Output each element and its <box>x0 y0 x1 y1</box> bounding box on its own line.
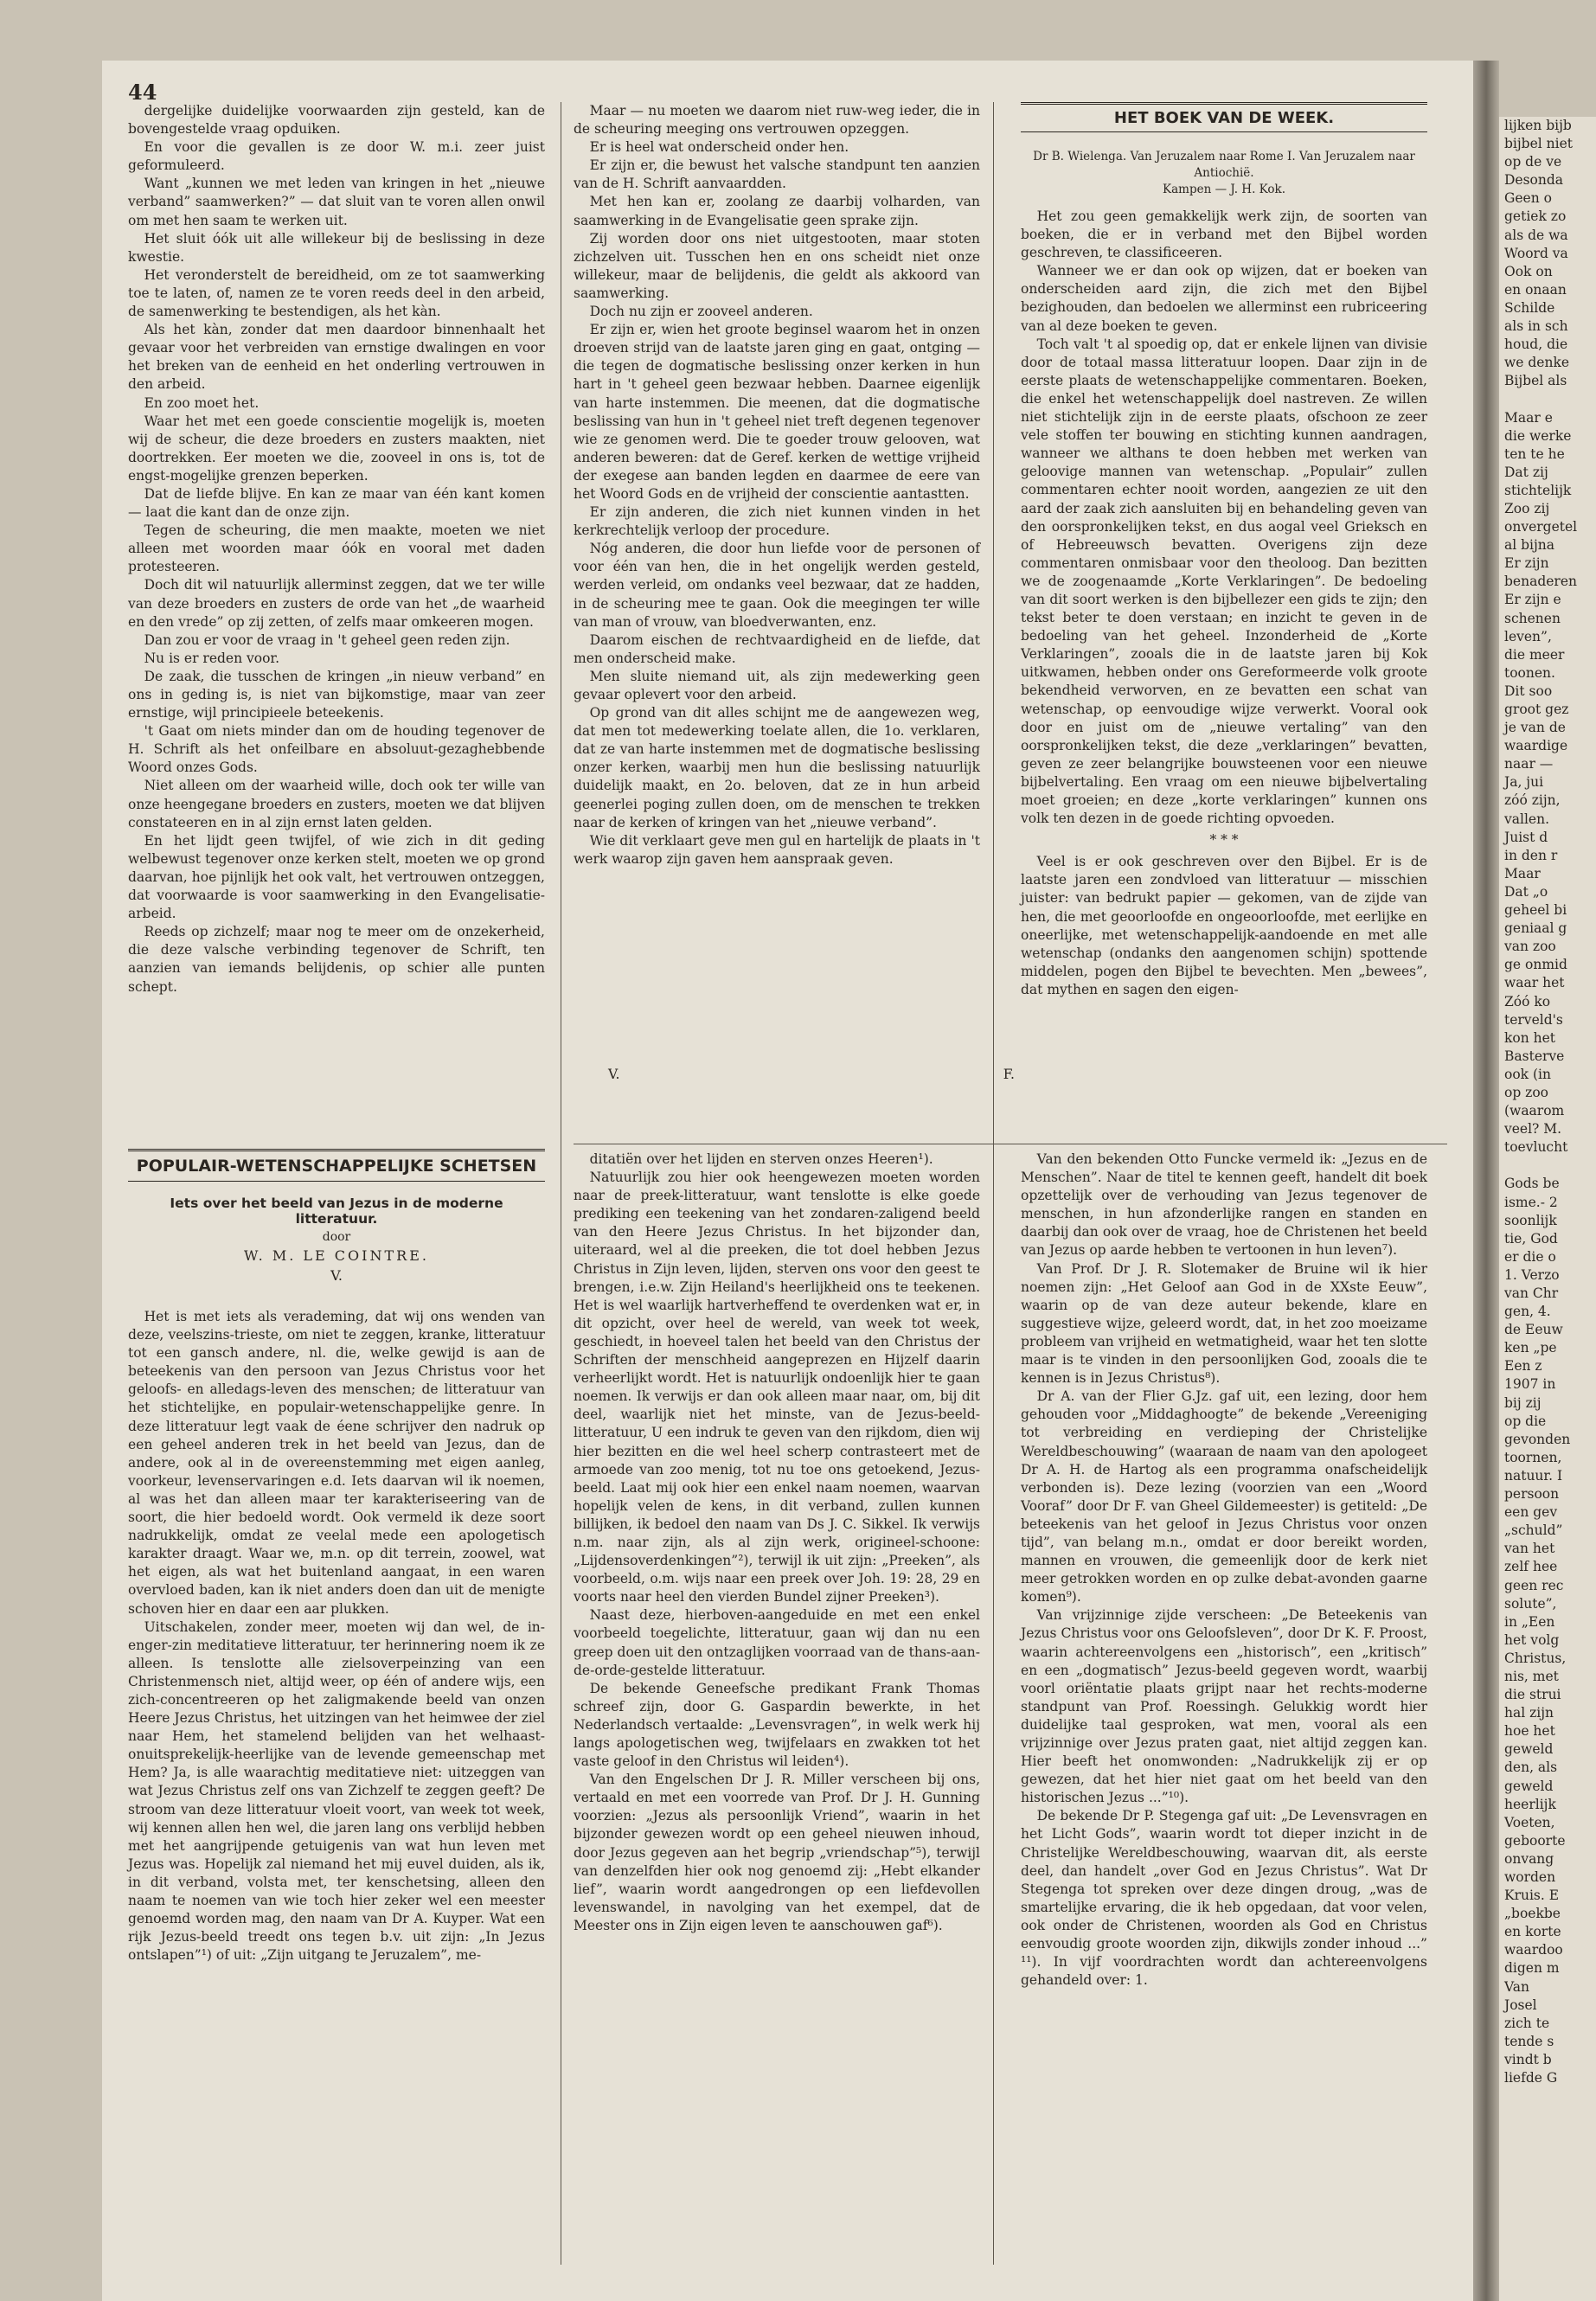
fragment-line: Ja, jui <box>1504 774 1544 791</box>
fragment-line: Voeten, <box>1504 1814 1555 1830</box>
paragraph: Er zijn er, wien het groote beginsel waarom het in onzen droeven strijd van de laatste jaren ging en gaat, ontging — die tegen de dogmatische beslissing onzer kerken in hun hart in 't geheel geen bezwaar hebben. Daarnee eigenlijk van harte instemmen. Die meenen, dat die dogmatische beslissing van hun in 't geheel niet treft degenen tegenover wie ze genomen werd. Die te goeder trouw gelooven, wat anderen beweren: dat de Geref. kerken de wettige vrijheid der exegese aan banden legden en daarmee de eere van het Woord Gods en de vrijheid der conscientie aantastten. <box>574 322 980 502</box>
fragment-line: toevlucht <box>1504 1139 1568 1156</box>
fragment-line: tende s <box>1504 2033 1554 2049</box>
paragraph: Men sluite niemand uit, als zijn medewerking geen gevaar oplevert voor den arbeid. <box>574 668 980 702</box>
fragment-line: Josel <box>1504 1997 1537 2013</box>
paragraph: Het is met iets als verademing, dat wij ons wenden van deze, veelszins-trieste, om niet te zeggen, kranke, litteratuur tot een gansch andere, nl. die, welke gewijd is aan de beteekenis van den persoon van Jezus Christus voor het geloofs- en alledags-leven des menschen; de litteratuur van het stichtelijke, en populair-wetenschappelijke genre. In deze litteratuur legt vaak de éene schrijver den nadruk op een geheel anderen trek in het beeld van Jezus, dan de andere, ook al in de overeenstemming met eigen aanleg, voorkeur, levenservaringen e.d. Iets daarvan wil ik noemen, al was het dan alleen maar ter karakteriseering van de soort, die hier bedoeld wordt. Ook vermeld ik deze soort nadrukkelijk, omdat ze veelal mede een apologetisch karakter draagt. Waar we, m.n. op dit terrein, zoowel, wat het eigen, als wat het buitenland aangaat, in een waren overvloed baden, kan ik niet anders doen dan uit de menigte schoven hier en daar een aar plukken. <box>128 1309 545 1617</box>
paragraph: Als het kàn, zonder dat men daardoor binnenhaalt het gevaar voor het verbreiden van ernstige dwalingen en voor het breken van de eenheid en het onderling vertrouwen in den arbeid. <box>128 322 545 393</box>
fragment-line: worden <box>1504 1869 1556 1885</box>
fragment-line: Desonda <box>1504 172 1564 189</box>
fragment-line: waar het <box>1504 975 1565 991</box>
fragment-line: een gev <box>1504 1504 1558 1521</box>
paragraph: Er zijn anderen, die zich niet kunnen vinden in het kerkrechtelijk verloop der procedure. <box>574 504 980 539</box>
fragment-line: ten te he <box>1504 445 1565 462</box>
page-binding <box>1473 61 1499 2301</box>
paragraph: 't Gaat om niets minder dan om de houding tegenover de H. Schrift als het onfeilbare en absoluut-gezaghebbende Woord onzes Gods. <box>128 723 545 776</box>
fragment-line: in den r <box>1504 847 1558 863</box>
fragment-line: Christus, <box>1504 1650 1567 1666</box>
fragment-line: als in sch <box>1504 318 1568 335</box>
signature-left: V. <box>608 1067 620 1082</box>
fragment-line: benaderen <box>1504 574 1577 590</box>
paragraph: Naast deze, hierboven-aangeduide en met een enkel voorbeeld toegelichte, litteratuur, gaan wij dan nu een greep doen uit den ontzaglijken voorraad van de thans-aan-de-orde-gestelde litteratuur. <box>574 1607 980 1678</box>
fragment-line: Geen o <box>1504 190 1552 207</box>
fragment-line: stichtelijk <box>1504 482 1572 498</box>
fragment-line: lijken bijb <box>1504 118 1572 133</box>
fragment-line: terveld's <box>1504 1011 1563 1028</box>
paragraph: Het veronderstelt de bereidheid, om ze tot saamwerking toe te laten, of, namen ze te voren reeds deel in den arbeid, de samenwerking te bestendigen, als het kàn. <box>128 266 545 320</box>
fragment-line: Een z <box>1504 1358 1542 1375</box>
fragment-line: Juist d <box>1504 829 1548 845</box>
paragraph: dergelijke duidelijke voorwaarden zijn gesteld, kan de bovengestelde vraag opduiken. <box>128 103 545 138</box>
article-part-number: V. <box>330 1267 343 1284</box>
paragraph: Er is heel wat onderscheid onder hen. <box>589 139 849 156</box>
paragraph: De bekende Geneefsche predikant Frank Thomas schreef zijn, door G. Gaspardin bewerkte, in het Nederlandsch vertaalde: „Levensvragen”, in welk werk hij langs apologetischen weg, twijfelaars en zwakken tot het vaste geloof in den Christus wil leiden⁴). <box>574 1680 980 1770</box>
fragment-line: 1. Verzo <box>1504 1266 1560 1283</box>
paragraph: En het lijdt geen twijfel, of wie zich in dit geding welbewust tegenover onze kerken stelt, moeten we op grond daarvan, hoe pijnlijk het ook valt, het vertrouwen ontzeggen, dat voorwaarde is voor saamwerking in den Evangelisatie-arbeid. <box>128 832 545 922</box>
paragraph: En zoo moet het. <box>144 394 260 411</box>
left-column <box>128 102 545 997</box>
paragraph: Daarom eischen de rechtvaardigheid en de liefde, dat men onderscheid make. <box>574 631 980 666</box>
fragment-line: den, als <box>1504 1759 1558 1776</box>
fragment-line: getiek zo <box>1504 208 1567 225</box>
fragment-line: 1907 in <box>1504 1376 1556 1393</box>
fragment-line: van het <box>1504 1541 1555 1557</box>
fragment-line: die meer <box>1504 646 1565 663</box>
fragment-line: Dat „o <box>1504 883 1548 900</box>
adjacent-page-fragment <box>1499 117 1596 2301</box>
paragraph: Reeds op zichzelf; maar nog te meer om de onzekerheid, die deze valsche verbinding tegenover de Schrift, ten aanzien van iemands belijdenis, op schier alle punten schept. <box>128 924 545 995</box>
fragment-line: ook (in <box>1504 1066 1551 1082</box>
fragment-line: Schilde <box>1504 299 1555 316</box>
paragraph: Doch dit wil natuurlijk allerminst zeggen, dat we ter wille van deze broeders en zusters de orde van het „de waarheid en den vrede” op zij zetten, of zelfs maar omkeeren mogen. <box>128 577 545 630</box>
fragment-line: en korte <box>1504 1924 1561 1940</box>
column-rule-2 <box>993 102 994 2265</box>
fragment-line: gen, 4. <box>1504 1304 1551 1320</box>
fragment-line: vindt b <box>1504 2051 1552 2067</box>
fragment-line: geheel bi <box>1504 902 1567 919</box>
paragraph: Van den Engelschen Dr J. R. Miller verscheen bij ons, vertaald en met een voorrede van Prof. Dr J. H. Gunning voorzien: „Jezus als persoonlijk Vriend”, waarin in het bijzonder gewezen wordt op een geheel nieuwen inhoud, door Jezus gegeven aan het begrip „vriendschap”⁵), terwijl van denzelfden hier ook nog genoemd zij: „Hebt elkander lief”, waarin wordt aangedrongen op een liefdevollen levenswandel, in navolging van het exempel, dat de Meester ons in Zijn eigen leven te aanschouwen gaf⁶). <box>574 1772 980 1933</box>
fragment-line: nis, met <box>1504 1668 1559 1684</box>
fragment-line: waardige <box>1504 738 1568 754</box>
paragraph: Niet alleen om der waarheid wille, doch ook ter wille van onze heengegane broeders en zusters, moeten we dat blijven constateeren en in al zijn ernst laten gelden. <box>128 778 546 830</box>
fragment-line: Maar <box>1504 865 1541 881</box>
byline-author: W. M. LE COINTRE. <box>244 1247 429 1264</box>
fragment-line: „schuld” <box>1504 1522 1563 1539</box>
book-of-week-header <box>1021 102 1427 132</box>
fragment-line: op die <box>1504 1413 1547 1429</box>
fragment-line: in „Een <box>1504 1613 1555 1630</box>
fragment-line: zóó zijn, <box>1504 792 1561 809</box>
paragraph: Met hen kan er, zoolang ze daarbij volharden, van saamwerking in de Evangelisatie geen sprake zijn. <box>574 194 980 228</box>
fragment-line: toonen. <box>1504 664 1555 681</box>
paragraph: Veel is er ook geschreven over den Bijbel. Er is de laatste jaren een zondvloed van litteratuur — misschien juister: van bedrukt papier — gekomen, van de zijde van hen, die met geoorloofde en ongeoorloofde, met eerlijke en oneerlijke, met wetenschappelijk-aandoende en met alle wetenschap (ondanks den aangenomen schijn) spottende middelen, pogen den Bijbel te bevechten. Men „bewees”, dat mythen en sagen den eigen- <box>1021 854 1427 997</box>
fragment-line: geniaal g <box>1504 920 1567 937</box>
paragraph: Dr A. van der Flier G.Jz. gaf uit, een lezing, door hem gehouden voor „Middaghoogte” de bekende „Vereeniging tot verbreiding en verdieping der Christelijke Wereldbeschouwing” (waaraan de naam van den apologeet Dr A. H. de Hartog als een programma onafscheidelijk verbonden is). Deze lezing (voorzien van een „Woord Vooraf” door Dr F. van Gheel Gildemeester) is getiteld: „De beteekenis van het geloof in Jezus Christus voor onzen tijd”, van belang m.n., omdat er door bereikt worden, mannen en vrouwen, die gemeenlijk door de kerk niet meer getrokken worden en op zulke debat-avonden gaarne komen⁹). <box>1021 1388 1427 1606</box>
paragraph: Natuurlijk zou hier ook heengewezen moeten worden naar de preek-litteratuur, want tenslotte is elke goede prediking een teekening van het zondaren-zaligend beeld van den Heere Jezus Christus. In het bijzonder dan, uiteraard, wel al die preeken, die tot doel hebben Jezus Christus in Zijn leven, lijden, sterven ons voor den geest te brengen, i.e.w. Zijn Heiland's heerlijkheid ons te teekenen. Het is wel waarlijk hartverheffend te overdenken wat er, in dit opzicht, over heel de wereld, van week tot week, geschiedt, in hoeveel talen het beeld van den Christus der Schriften der menschheid aangeprezen en Hijzelf daarin verheerlijkt wordt. Het is natuurlijk ondoenlijk hier te gaan noemen. Ik verwijs er dan ook alleen maar naar, om, bij dit deel, waarlijk niet het minste, van de Jezus-beeld-litteratuur, U een indruk te geven van den rijkdom, dien wij hier bezitten en die wel heel scherp contrasteert met de armoede van zoo menig, tot nu toe ons getoekend, Jezus-beeld. Laat mij ook hier een enkel naam noemen, waarvan hopelijk velen de kens, in dit verband, zullen kunnen billijken, ik bedoel den naam van Ds J. C. Sikkel. Ik verwijs n.m. naar zijn, als al zijn werk, origineel-schoone: „Lijdensoverdenkingen”²), terwijl ik uit zijn: „Preeken”, als voorbeeld, o.m. wijs naar een preek over Joh. 19: 28, 29 en voorts naar heel den vierden Bundel zijner Preeken³). <box>574 1170 980 1606</box>
paragraph: Er zijn er, die bewust het valsche standpunt ten aanzien van de H. Schrift aanvaardden. <box>574 157 980 192</box>
paragraph: ditatiën over het lijden en sterven onzes Heeren¹). <box>589 1151 933 1167</box>
fragment-line: kon het <box>1504 1029 1556 1046</box>
fragment-line: Gods be <box>1504 1176 1560 1192</box>
section-separator: * * * <box>1209 832 1239 849</box>
book-reference <box>1021 149 1427 198</box>
fragment-line: groot gez <box>1504 702 1569 717</box>
fragment-line: veel? M. <box>1504 1121 1562 1138</box>
article-heading <box>128 1192 545 1287</box>
fragment-line: van Chr <box>1504 1285 1559 1301</box>
fragment-line: Dat zij <box>1504 464 1548 480</box>
fragment-line: naar — <box>1504 756 1554 772</box>
fragment-line: zich te <box>1504 2015 1550 2031</box>
fragment-line: hoe het <box>1504 1723 1555 1740</box>
paragraph: Doch nu zijn er zooveel anderen. <box>589 304 813 320</box>
fragment-line: „boekbe <box>1504 1906 1561 1922</box>
paragraph: Dat de liefde blijve. En kan ze maar van één kant komen — laat die kant dan de onze zijn. <box>128 485 545 521</box>
fragment-line: Dit soo <box>1504 683 1553 699</box>
paragraph: Nóg anderen, die door hun liefde voor de personen of voor één van hen, die in het ongelijk werden gesteld, werden verleid, om ondanks veel bezwaar, dat ze hadden, in de scheuring mee te gaan. Ook die meegingen ter wille van man of vrouw, van bloedverwanten, enz. <box>574 541 980 630</box>
fragment-line: Zóó ko <box>1504 993 1551 1009</box>
paragraph: Dan zou er voor de vraag in 't geheel geen reden zijn. <box>144 631 510 648</box>
section-header <box>128 1149 545 1182</box>
fragment-line <box>1499 390 1596 408</box>
fragment-line: zelf hee <box>1504 1559 1558 1575</box>
paragraph: Wanneer we er dan ook op wijzen, dat er boeken van onderscheiden aard zijn, die zich met den Bijbel bezighouden, dan bedoelen we allerminst een rubriceering van al deze boeken te geven. <box>1021 263 1427 334</box>
paragraph: Zij worden door ons niet uitgestooten, maar stoten zichzelven uit. Tusschen hen en ons scheidt niet onze willekeur, maar de belijdenis, die geldt als akkoord van saamwerking. <box>574 230 980 301</box>
fragment-line: geweld <box>1504 1778 1554 1794</box>
paragraph: Van Prof. Dr J. R. Slotemaker de Bruine wil ik hier noemen zijn: „Het Geloof aan God in de XXste Eeuw”, waarin op de van deze auteur bekende, klare en suggestieve wijze, geleerd wordt, dat, in het zoo moeizame probleem van vrijheid en wetmatigheid, waar het ten slotte maar is te vinden in den persoonlijken God, zooals die te kennen is in Jezus Christus⁸). <box>1021 1260 1427 1387</box>
fragment-line: Maar e <box>1504 409 1553 426</box>
fragment-line: solute”, <box>1504 1595 1557 1612</box>
fragment-line: Er zijn e <box>1504 592 1561 608</box>
fragment-line: Zoo zij <box>1504 500 1550 516</box>
fragment-line: op zoo <box>1504 1084 1549 1100</box>
signature-right: F. <box>1003 1067 1015 1082</box>
fragment-line: ge onmid <box>1504 957 1567 973</box>
signature-line <box>574 1066 1049 1084</box>
middle-lower-column <box>574 1150 980 1935</box>
fragment-line: natuur. I <box>1504 1467 1563 1484</box>
fragment-line: gevonden <box>1504 1431 1571 1447</box>
paragraph: Tegen de scheuring, die men maakte, moeten we niet alleen met woorden maar óók en vooral met daden protesteeren. <box>128 522 545 575</box>
paragraph: Wie dit verklaart geve men gul en hartelijk de plaats in 't werk waarop zijn gaven hem aanspraak geven. <box>574 832 980 867</box>
left-lower-column <box>128 1308 545 1965</box>
right-lower-column <box>1021 1150 1427 1990</box>
fragment-line: persoon <box>1504 1486 1560 1503</box>
fragment-line: geen rec <box>1504 1577 1564 1593</box>
fragment-line: Er zijn <box>1504 555 1549 572</box>
paragraph: Van den bekenden Otto Funcke vermeld ik: „Jezus en de Menschen”. Naar de titel te kennen geeft, handelt dit boek opzettelijk over de verhouding van Jezus tegenover de menschen, in hun afzonderlijke rangen en standen en daarbij dan ook over de vraag, hoe de Christenen het beeld van Jezus op aarde hebben te vertoonen in hun leven⁷). <box>1021 1151 1427 1259</box>
fragment-line: bijbel niet <box>1504 136 1574 152</box>
book-publisher-line: Kampen — J. H. Kok. <box>1163 183 1285 196</box>
fragment-line: de Eeuw <box>1504 1322 1563 1338</box>
fragment-line <box>1499 1157 1596 1175</box>
fragment-line: die strui <box>1504 1687 1561 1703</box>
fragment-line: soonlijk <box>1504 1212 1557 1228</box>
fragment-line: Basterve <box>1504 1048 1565 1064</box>
fragment-line: liefde G <box>1504 2070 1558 2086</box>
fragment-line: onvergetel <box>1504 519 1578 535</box>
section-header-text: POPULAIR-WETENSCHAPPELIJKE SCHETSEN <box>136 1157 537 1176</box>
fragment-line: we denke <box>1504 355 1570 371</box>
fragment-line: al bijna <box>1504 537 1555 554</box>
fragment-line: ken „pe <box>1504 1340 1557 1356</box>
right-column <box>1021 208 1427 999</box>
fragment-line: houd, die <box>1504 336 1568 353</box>
paragraph: Uitschakelen, zonder meer, moeten wij dan wel, de in-enger-zin meditatieve litteratuur, ter herinnering noem ik ze alleen. Is tenslotte alle zielsoverpeinzing van een Christenmensch niet, altijd weer, op één of andere wijs, een zich-concentreeren op het zaligmakende beeld van onzen Heere Jezus Christus, het uitzingen van het heimwee der ziel naar Hem, het stamelend belijden van het welhaast-onuitsprekelijk-heerlijke van de levende gemeenschap met Hem? Ja, is alle waarachtig meditatieve niet: uitzeggen van wat Jezus Christus zelf ons van Zichzelf te zeggen geeft? De stroom van deze litteratuur vloeit voort, van week tot week, wij kennen allen hen wel, die jaren lang ons verblijd hebben met het aangrijpende getuigenis van wat hun leven met Jezus was. Hopelijk zal niemand het mij euvel duiden, als ik, in dit verband, volsta met, ter kenschetsing, alleen den naam te noemen van wie toch hier zeker wel een meester genoemd worden mag, den naam van Dr A. Kuyper. Wat een rijk Jezus-beeld treedt ons tegen b.v. uit zijn: „In Jezus ontslapen”¹) of uit: „Zijn uitgang te Jeruzalem”, me- <box>128 1618 545 1964</box>
fragment-line: Kruis. E <box>1504 1888 1560 1904</box>
paragraph: Want „kunnen we met leden van kringen in het „nieuwe verband” saamwerken?” — dat sluit van te voren allen onwil om met hen saam te werken uit. <box>128 176 545 228</box>
fragment-line: er die o <box>1504 1248 1556 1265</box>
paragraph: Het zou geen gemakkelijk werk zijn, de soorten van boeken, die er in verband met den Bijbel worden geschreven, te classificeeren. <box>1021 208 1427 261</box>
fragment-line: heerlijk <box>1504 1796 1556 1812</box>
fragment-line: Woord va <box>1504 245 1568 261</box>
fragment-line: Bijbel als <box>1504 373 1567 389</box>
fragment-line: en onaan <box>1504 281 1567 298</box>
fragment-line: die werke <box>1504 427 1572 444</box>
fragment-line: op de ve <box>1504 154 1562 170</box>
fragment-line: het volg <box>1504 1631 1560 1648</box>
fragment-line: isme.- 2 <box>1504 1194 1558 1210</box>
fragment-line: als de wa <box>1504 227 1568 243</box>
paragraph: De zaak, die tusschen de kringen „in nieuw verband” en ons in geding is, is niet van bijkomstige, maar van zeer ernstige, wijl principieele beteekenis. <box>128 668 545 721</box>
fragment-line: geboorte <box>1504 1832 1566 1849</box>
fragment-line: onvang <box>1504 1850 1554 1867</box>
fragment-line: hal zijn <box>1504 1705 1554 1721</box>
paragraph: Waar het met een goede conscientie mogelijk is, moeten wij de scheur, die deze broeders en zusters maakten, niet doortrekken. Eer moeten we die, zooveel in ons is, tot de engst-mogelijke grenzen beperken. <box>128 413 545 484</box>
middle-column <box>574 102 980 868</box>
paragraph: Nu is er reden voor. <box>144 650 280 666</box>
fragment-line: tie, God <box>1504 1230 1558 1247</box>
paragraph: Op grond van dit alles schijnt me de aangewezen weg, dat men tot medewerking toelate allen, die 1o. verklaren, dat ze van harte instemmen met de dogmatische beslissing onzer kerken, waarbij men hun die beslissing natuurlijk duidelijk maakt, en 2o. beloven, dat ze in hun arbeid geenerlei poging zullen doen, om de menschen te trekken naar de kerken of kringen van het „nieuwe verband”. <box>574 705 980 830</box>
fragment-line: geweld <box>1504 1741 1554 1758</box>
fragment-line: bij zij <box>1504 1394 1542 1411</box>
fragment-line: leven”, <box>1504 628 1552 644</box>
byline-prefix: door <box>322 1230 351 1244</box>
fragment-line: Van <box>1504 1978 1529 1995</box>
fragment-line: toornen, <box>1504 1449 1562 1465</box>
fragment-line: digen m <box>1504 1960 1560 1977</box>
article-subtitle: Iets over het beeld van Jezus in de moderne litteratuur. <box>170 1195 503 1227</box>
paragraph: Het sluit óók uit alle willekeur bij de beslissing in deze kwestie. <box>128 230 545 265</box>
fragment-line: waardoo <box>1504 1942 1563 1958</box>
fragment-line: schenen <box>1504 610 1561 626</box>
paragraph: Van vrijzinnige zijde verscheen: „De Beteekenis van Jezus Christus voor ons Geloofsleven”, door Dr K. F. Proost, waarin achtereenvolgens een „historisch”, een „kritisch” en een „dogmatisch” Jezus-beeld gegeven wordt, waarbij voorl oriëntatie plaats grijpt naar het rechts-moderne standpunt van Prof. Roessingh. Gelukkig wordt hier duidelijke taal gesproken, wat men, vooral als een vrijzinnige over Jezus praten gaat, niet altijd zeggen kan. Hier beeft het onomwonden: „Nadrukkelijk zij er op gewezen, dat het hier niet gaat om het beeld van den historischen Jezus ...”¹⁰). <box>1021 1607 1427 1806</box>
paragraph: Toch valt 't al spoedig op, dat er enkele lijnen van divisie door de totaal massa litteratuur loopen. Daar zijn in de eerste plaats de wetenschappelijke commentaren. Boeken, die enkel het wetenschappelijk doel nastreven. Ze willen niet stichtelijk zijn in de eerste plaats, ofschoon ze zeer vele stoffen ter bouwing en stichting kunnen aandragen, wanneer we althans te doen hebben met werken van geloovige mannen van wetenschap. „Populair” zullen commentaren echter nooit worden, aangezien ze uit den aard der zaak zich aansluiten bij en behandeling geven van den oorspronkelijken tekst, en dus aogal veel Grieksch en of Hebreeuwsch bevatten. Overigens zijn deze commentaren onmisbaar voor den theoloog. Dan bezitten we de zoogenaamde „Korte Verklaringen”. De bedoeling van dit soort werken is den bijbellezer een gids te zijn; den tekst beter te doen verstaan; en inzicht te geven in de bedoeling van het geheel. Inzonderheid de „Korte Verklaringen”, zooals die in de laatste jaren bij Kok uitkwamen, hebben onder ons Gereformeerde volk groote bekendheid verworven, en ze bevatten een schat van wetenschap, op eenvoudige wijze verwerkt. Vooral ook door en juist om de „nieuwe vertaling” van den oorspronkelijken tekst, die deze „verklaringen” bevatten, geven ze zeer belangrijke bouwsteenen voor een nieuwe bijbelvertaling. Een vraag om een nieuwe bijbelvertaling moet groeien; en deze „korte verklaringen” kunnen ons volk ten dezen in de goede richting opvoeden. <box>1021 336 1427 827</box>
paragraph: De bekende Dr P. Stegenga gaf uit: „De Levensvragen en het Licht Gods”, waarin wordt tot dieper inzicht in de Christelijke Wereldbeschouwing, waarvan dit, als eerste deel, dan handelt „over God en Jezus Christus”. Wat Dr Stegenga tot spreken over deze dingen droug, „was de smartelijke ervaring, die ik heb opgedaan, dat voor velen, ook onder de Christenen, woorden als God en Christus eenvoudig groote woorden zijn, dikwijls zonder inhoud ...” ¹¹). In vijf voordrachten wordt dan achtereenvolgens gehandeld over: 1. <box>1021 1808 1427 1989</box>
paragraph: En voor die gevallen is ze door W. m.i. zeer juist geformuleerd. <box>128 139 545 174</box>
fragment-line: vallen. <box>1504 811 1549 827</box>
fragment-line: Ook on <box>1504 263 1553 279</box>
fragment-line: van zoo <box>1504 939 1556 955</box>
fragment-line: je van de <box>1504 720 1566 736</box>
book-of-week-title: HET BOEK VAN DE WEEK. <box>1113 109 1335 127</box>
page-number: 44 <box>128 80 157 105</box>
fragment-line: (waarom <box>1504 1103 1565 1119</box>
paragraph: Maar — nu moeten we daarom niet ruw-weg ieder, die in de scheuring meeging ons vertrouwen opzeggen. <box>574 103 980 138</box>
book-title-line: Dr B. Wielenga. Van Jeruzalem naar Rome I. Van Jeruzalem naar Antiochië. <box>1033 150 1415 180</box>
